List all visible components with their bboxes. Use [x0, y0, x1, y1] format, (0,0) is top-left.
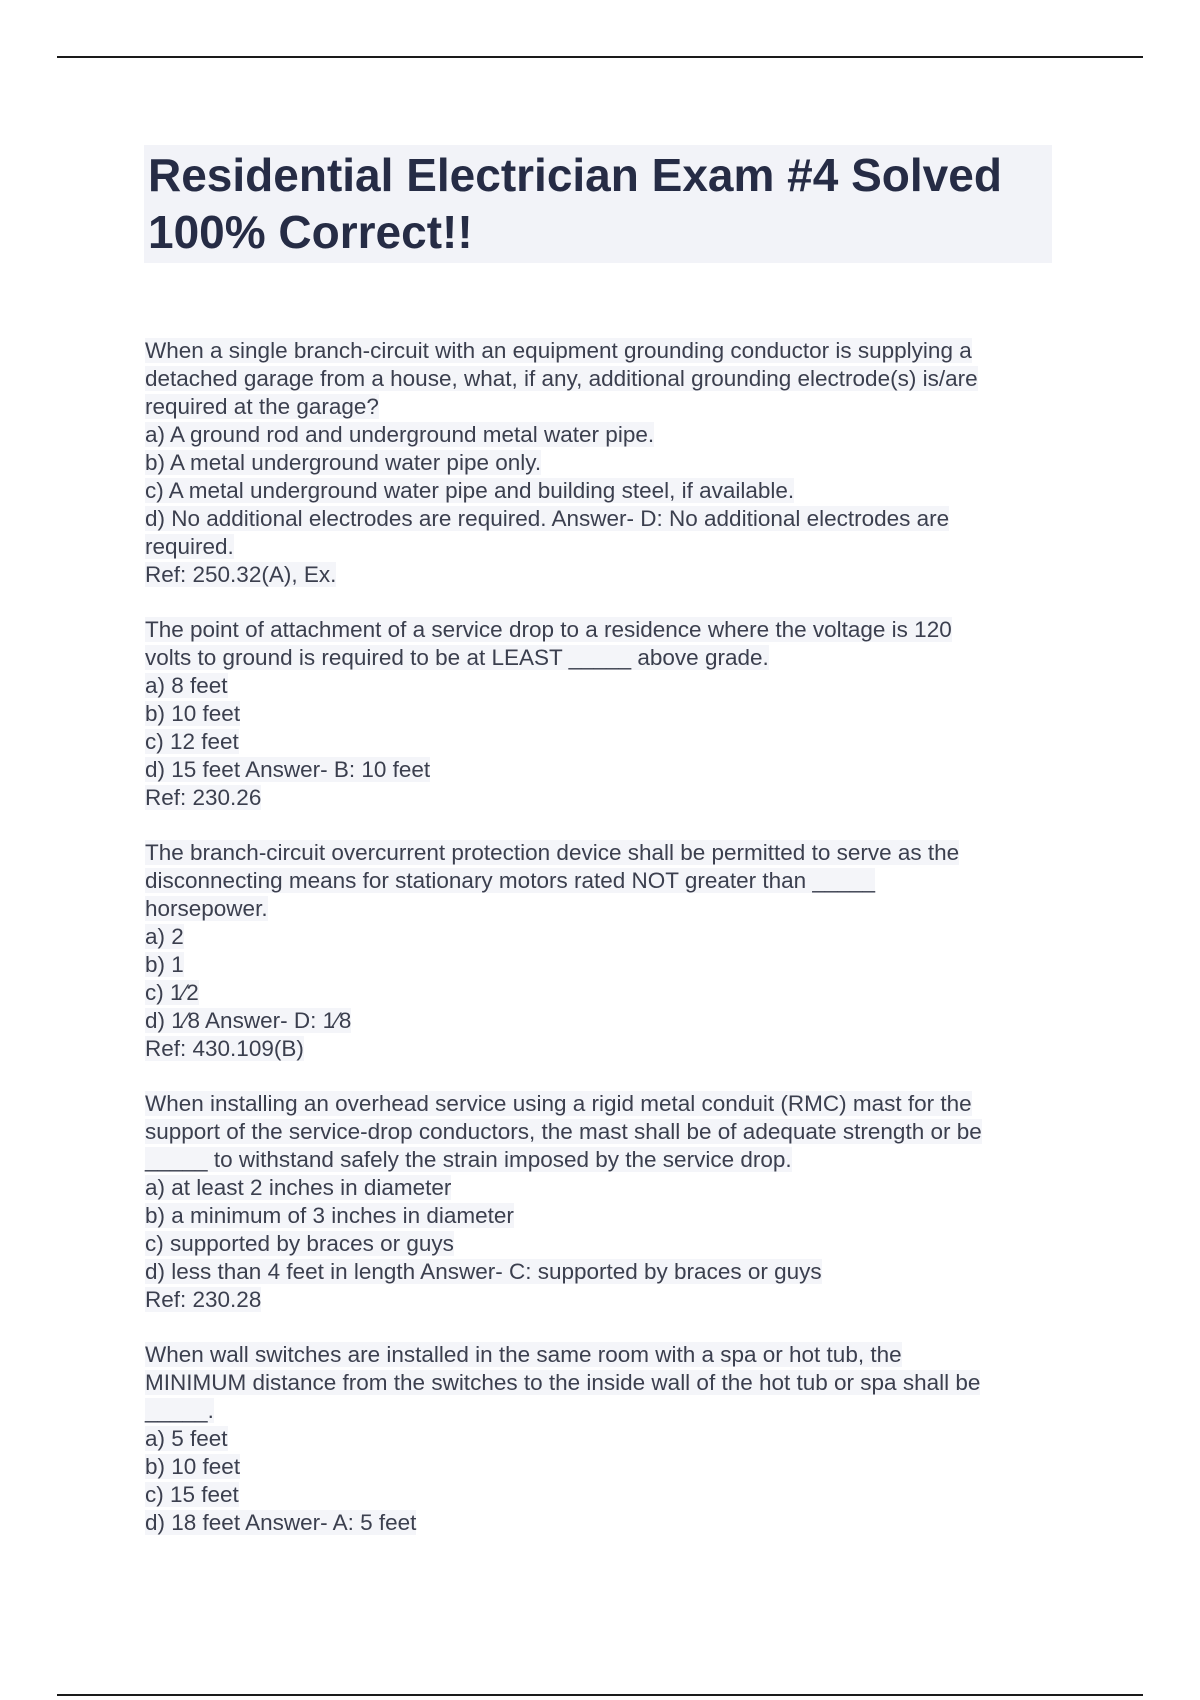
- question-line-text: b) 10 feet: [145, 1454, 241, 1479]
- question-line-text: a) A ground rod and underground metal water pipe.: [145, 422, 655, 447]
- question-block: [145, 1341, 1045, 1537]
- question-line-text: Ref: 230.28: [145, 1287, 262, 1312]
- question-line-text: When installing an overhead service using a rigid metal conduit (RMC) mast for the: [145, 1091, 972, 1116]
- question-line-text: c) 15 feet: [145, 1482, 239, 1507]
- question-line-text: support of the service-drop conductors, the mast shall be of adequate strength or be: [145, 1119, 982, 1144]
- question-line: [145, 1341, 1045, 1369]
- question-line-text: d) less than 4 feet in length Answer- C: supported by braces or guys: [145, 1259, 822, 1284]
- question-line: [145, 951, 1045, 979]
- question-line: [145, 477, 1045, 505]
- question-line: [145, 505, 1045, 533]
- question-block: [145, 616, 1045, 812]
- question-line: [145, 1035, 1045, 1063]
- question-line-text: The point of attachment of a service drop to a residence where the voltage is 120: [145, 617, 952, 642]
- question-line-text: a) 8 feet: [145, 673, 228, 698]
- question-block: [145, 1090, 1045, 1314]
- question-line-text: b) 1: [145, 952, 184, 977]
- question-line: [145, 1286, 1045, 1314]
- question-line: [145, 756, 1045, 784]
- question-line: [145, 1425, 1045, 1453]
- question-line: [145, 533, 1045, 561]
- question-line: [145, 895, 1045, 923]
- question-line: [145, 1230, 1045, 1258]
- title-line: 100% Correct!!: [148, 206, 473, 258]
- question-line: [145, 449, 1045, 477]
- question-line-text: volts to ground is required to be at LEAST _____ above grade.: [145, 645, 769, 670]
- question-line: [145, 1397, 1045, 1425]
- question-line-text: The branch-circuit overcurrent protection device shall be permitted to serve as the: [145, 840, 960, 865]
- question-line: [145, 1369, 1045, 1397]
- question-line: [145, 1090, 1045, 1118]
- question-line-text: _____.: [145, 1398, 214, 1423]
- question-line-text: a) at least 2 inches in diameter: [145, 1175, 452, 1200]
- question-block: [145, 337, 1045, 589]
- question-line: [145, 923, 1045, 951]
- question-line: [145, 1258, 1045, 1286]
- question-line: [145, 728, 1045, 756]
- question-line: [145, 644, 1045, 672]
- title-line: Residential Electrician Exam #4 Solved: [148, 149, 1002, 201]
- question-line-text: _____ to withstand safely the strain imposed by the service drop.: [145, 1147, 792, 1172]
- question-line: [145, 365, 1045, 393]
- question-line-text: b) A metal underground water pipe only.: [145, 450, 542, 475]
- question-block: [145, 839, 1045, 1063]
- question-line-text: MINIMUM distance from the switches to the inside wall of the hot tub or spa shall be: [145, 1370, 981, 1395]
- question-line-text: c) 1⁄2: [145, 980, 199, 1005]
- question-line: [145, 672, 1045, 700]
- question-line: [145, 784, 1045, 812]
- question-line-text: When a single branch-circuit with an equipment grounding conductor is supplying a: [145, 338, 972, 363]
- question-line: [145, 839, 1045, 867]
- question-line-text: Ref: 230.26: [145, 785, 262, 810]
- question-line-text: a) 2: [145, 924, 184, 949]
- question-line-text: b) 10 feet: [145, 701, 241, 726]
- question-line-text: b) a minimum of 3 inches in diameter: [145, 1203, 514, 1228]
- top-rule: [57, 56, 1143, 58]
- question-line-text: c) A metal underground water pipe and building steel, if available.: [145, 478, 795, 503]
- question-line: [145, 421, 1045, 449]
- question-line-text: When wall switches are installed in the same room with a spa or hot tub, the: [145, 1342, 902, 1367]
- title-block: [144, 145, 1052, 263]
- question-line: [145, 867, 1045, 895]
- question-line-text: detached garage from a house, what, if any, additional grounding electrode(s) is/are: [145, 366, 978, 391]
- question-line: [145, 979, 1045, 1007]
- question-line-text: c) supported by braces or guys: [145, 1231, 454, 1256]
- question-line-text: a) 5 feet: [145, 1426, 228, 1451]
- question-line-text: c) 12 feet: [145, 729, 239, 754]
- question-line: [145, 700, 1045, 728]
- question-line-text: d) 1⁄8 Answer- D: 1⁄8: [145, 1008, 352, 1033]
- question-line-text: horsepower.: [145, 896, 268, 921]
- question-line: [145, 1509, 1045, 1537]
- question-line: [145, 1453, 1045, 1481]
- question-line: [145, 337, 1045, 365]
- question-line: [145, 1202, 1045, 1230]
- question-line: [145, 1481, 1045, 1509]
- question-line-text: d) 15 feet Answer- B: 10 feet: [145, 757, 431, 782]
- question-line: [145, 1007, 1045, 1035]
- question-line: [145, 561, 1045, 589]
- question-line-text: Ref: 250.32(A), Ex.: [145, 562, 337, 587]
- bottom-rule: [57, 1694, 1143, 1696]
- question-line-text: d) 18 feet Answer- A: 5 feet: [145, 1510, 417, 1535]
- question-line-text: required.: [145, 534, 234, 559]
- question-list: [145, 337, 1045, 1564]
- question-line: [145, 1118, 1045, 1146]
- question-line-text: Ref: 430.109(B): [145, 1036, 304, 1061]
- question-line: [145, 1146, 1045, 1174]
- question-line-text: disconnecting means for stationary motors rated NOT greater than _____: [145, 868, 875, 893]
- question-line-text: d) No additional electrodes are required. Answer- D: No additional electrodes are: [145, 506, 950, 531]
- document-title: [148, 147, 1048, 261]
- question-line-text: required at the garage?: [145, 394, 379, 419]
- question-line: [145, 1174, 1045, 1202]
- question-line: [145, 616, 1045, 644]
- question-line: [145, 393, 1045, 421]
